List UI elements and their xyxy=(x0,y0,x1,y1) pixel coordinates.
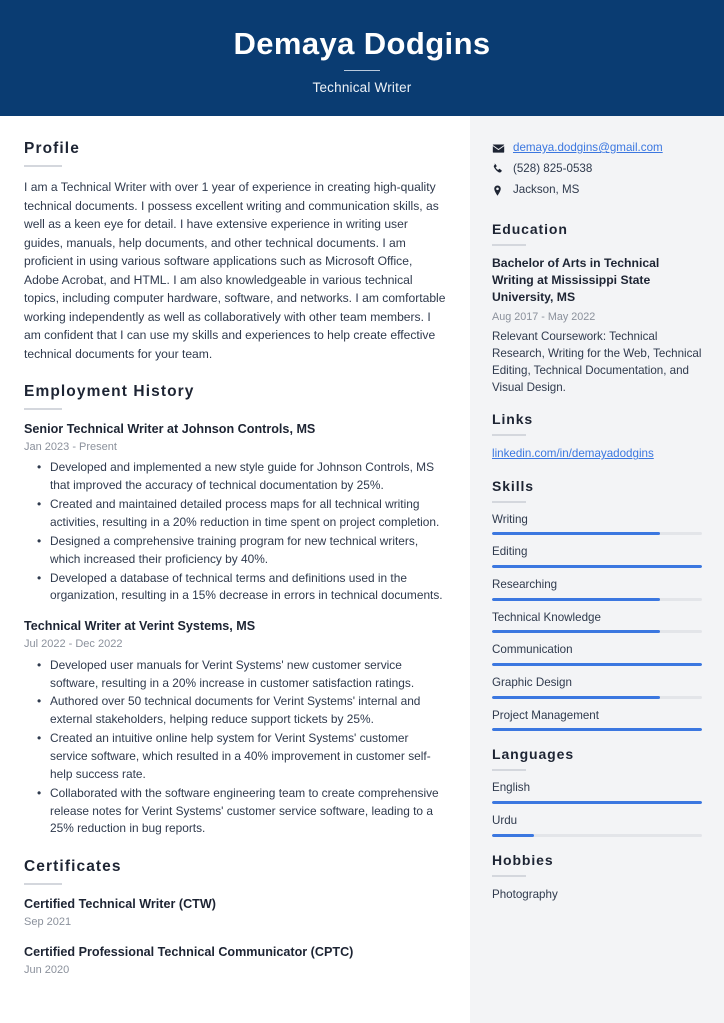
skill-bar-fill xyxy=(492,598,660,601)
contact-value[interactable]: demaya.dodgins@gmail.com xyxy=(513,141,663,154)
hobbies-list xyxy=(492,886,702,903)
job-title: Technical Writer at Verint Systems, MS xyxy=(24,619,256,634)
job-bullet: • Created and maintained detailed process maps for all technical writing activities, resulting in a 20% reduction in time spent on project completion. xyxy=(50,496,448,532)
skill xyxy=(492,675,702,699)
language-bar-track xyxy=(492,834,702,837)
job-bullet: • Developed and implemented a new style guide for Johnson Controls, MS that improved the accuracy of technical documentation by 25%. xyxy=(50,459,448,495)
header-divider xyxy=(344,70,380,71)
skill-label: Technical Knowledge xyxy=(492,610,601,624)
section-education xyxy=(492,221,702,397)
section-underline xyxy=(24,165,62,167)
skill xyxy=(492,577,702,601)
resume-body xyxy=(0,116,724,1023)
section-underline xyxy=(492,875,526,877)
skill-bar-fill xyxy=(492,663,702,666)
job-bullet: • Created an intuitive online help system for Verint Systems' customer service software, which resulted in a 40% improvement in customer self-help success rate. xyxy=(50,730,448,784)
language xyxy=(492,813,702,837)
skill xyxy=(492,642,702,666)
skill xyxy=(492,544,702,568)
main-column xyxy=(0,116,470,1023)
job-bullet: • Authored over 50 technical documents for Verint Systems' internal and external stakeholders, helping reduce support tickets by 25%. xyxy=(50,693,448,729)
job-date: Jul 2022 - Dec 2022 xyxy=(24,638,123,651)
phone-icon xyxy=(492,163,508,175)
section-heading-certificates: Certificates xyxy=(24,858,122,876)
section-employment-history xyxy=(24,383,448,838)
section-hobbies xyxy=(492,852,702,903)
skill-bar-fill xyxy=(492,532,660,535)
skill-label: Graphic Design xyxy=(492,676,572,690)
contact-row xyxy=(492,161,702,177)
section-heading-links: Links xyxy=(492,411,534,428)
employment-item xyxy=(24,421,448,605)
section-links xyxy=(492,411,702,462)
contact-value: Jackson, MS xyxy=(513,183,580,197)
job-title: Senior Technical Writer at Johnson Controls, MS xyxy=(24,422,316,436)
certificate-item xyxy=(24,944,448,978)
skill-label: Editing xyxy=(492,545,528,559)
section-underline xyxy=(492,769,526,771)
skill-bar-fill xyxy=(492,728,702,731)
email-icon xyxy=(492,142,508,155)
profile-text: I am a Technical Writer with over 1 year of experience in creating high-quality technical documents. I possess excellent writing and communication skills, as well as a keen eye for detail. I have extensive experience in writing user guides, manuals, help documents, and other technical documents. I am proficient in using various software applications such as Microsoft Office, Adobe Acrobat, and HTML. I am also knowledgeable in various technical topics, including computer hardware, software, and networks. I am comfortable working independently as well as collaboratively with other team members. I am confident that I can use my skills and experiences to help create effective technical documents for your team. xyxy=(24,180,446,361)
section-heading-education: Education xyxy=(492,220,568,237)
skill-label: Project Management xyxy=(492,708,599,722)
language-bar-fill xyxy=(492,801,702,804)
education-title: Bachelor of Arts in Technical Writing at Mississippi State University, MS xyxy=(492,255,660,305)
section-underline xyxy=(492,244,526,246)
skill-bar-track xyxy=(492,630,702,633)
certificates-list xyxy=(24,896,448,978)
contact-row xyxy=(492,182,702,198)
language-label: English xyxy=(492,781,531,795)
section-skills xyxy=(492,478,702,731)
certificate-date: Jun 2020 xyxy=(24,963,70,976)
skill-bar-fill xyxy=(492,630,660,633)
section-heading-employment: Employment History xyxy=(24,383,195,400)
skill-bar-track xyxy=(492,663,702,666)
section-languages xyxy=(492,746,702,836)
contact-value: (528) 825-0538 xyxy=(513,162,593,176)
section-heading-profile: Profile xyxy=(24,140,80,157)
skill-label: Communication xyxy=(492,643,573,657)
skill-bar-track xyxy=(492,598,702,601)
section-profile xyxy=(24,140,448,363)
section-heading-languages: Languages xyxy=(492,746,575,763)
sidebar-column xyxy=(470,116,724,1023)
location-icon xyxy=(492,184,508,197)
language xyxy=(492,780,702,804)
job-bullet: • Collaborated with the software engineering team to create comprehensive release notes for Verint Systems' customer service software, leading to a 25% reduction in bug reports. xyxy=(50,785,448,839)
employment-list xyxy=(24,421,448,838)
job-date: Jan 2023 - Present xyxy=(24,441,117,453)
job-bullet: • Developed a database of technical terms and definitions used in the organization, resulting in a 15% decrease in errors in technical documents. xyxy=(50,570,448,606)
language-bar-fill xyxy=(492,834,534,837)
job-bullet: • Developed user manuals for Verint Systems' new customer service software, resulting in a 20% increase in customer satisfaction ratings. xyxy=(50,657,448,693)
contact-row[interactable] xyxy=(492,140,702,156)
section-certificates xyxy=(24,858,448,978)
skill-label: Writing xyxy=(492,512,528,526)
skill-bar-fill xyxy=(492,696,660,699)
section-underline xyxy=(492,501,526,503)
hobby-item: Photography xyxy=(492,887,558,901)
section-heading-hobbies: Hobbies xyxy=(492,851,554,868)
skills-list xyxy=(492,512,702,731)
skill-bar-track xyxy=(492,565,702,568)
certificate-title: Certified Professional Technical Communicator (CPTC) xyxy=(24,944,354,959)
certificate-date: Sep 2021 xyxy=(24,916,72,929)
page-title: Demaya Dodgins xyxy=(233,25,491,61)
section-underline xyxy=(492,434,526,436)
certificate-item xyxy=(24,896,448,930)
language-label: Urdu xyxy=(492,813,518,827)
contact-list xyxy=(492,140,702,199)
skill xyxy=(492,512,702,536)
section-underline xyxy=(24,883,62,885)
education-description: Relevant Coursework: Technical Research, Writing for the Web, Technical Editing, Technical Documentation, and Visual Design. xyxy=(492,329,702,394)
education-date: Aug 2017 - May 2022 xyxy=(492,310,596,323)
language-bar-track xyxy=(492,801,702,804)
skill-bar-fill xyxy=(492,565,702,568)
job-bullet: • Designed a comprehensive training program for new technical writers, which increased their proficiency by 40%. xyxy=(50,533,448,569)
languages-list xyxy=(492,780,702,836)
skill-bar-track xyxy=(492,728,702,731)
skill xyxy=(492,708,702,732)
header-subtitle: Technical Writer xyxy=(312,80,412,96)
skill-label: Researching xyxy=(492,578,558,592)
skill-bar-track xyxy=(492,532,702,535)
section-underline xyxy=(24,408,62,410)
job-bullet-list xyxy=(24,657,448,839)
skill xyxy=(492,610,702,634)
resume-header xyxy=(0,0,724,116)
job-bullet-list xyxy=(24,459,448,605)
skill-bar-track xyxy=(492,696,702,699)
section-heading-skills: Skills xyxy=(492,477,534,494)
links-list xyxy=(492,445,702,462)
certificate-title: Certified Technical Writer (CTW) xyxy=(24,897,216,912)
sidebar-link[interactable]: linkedin.com/in/demayadodgins xyxy=(492,447,654,461)
employment-item xyxy=(24,618,448,838)
